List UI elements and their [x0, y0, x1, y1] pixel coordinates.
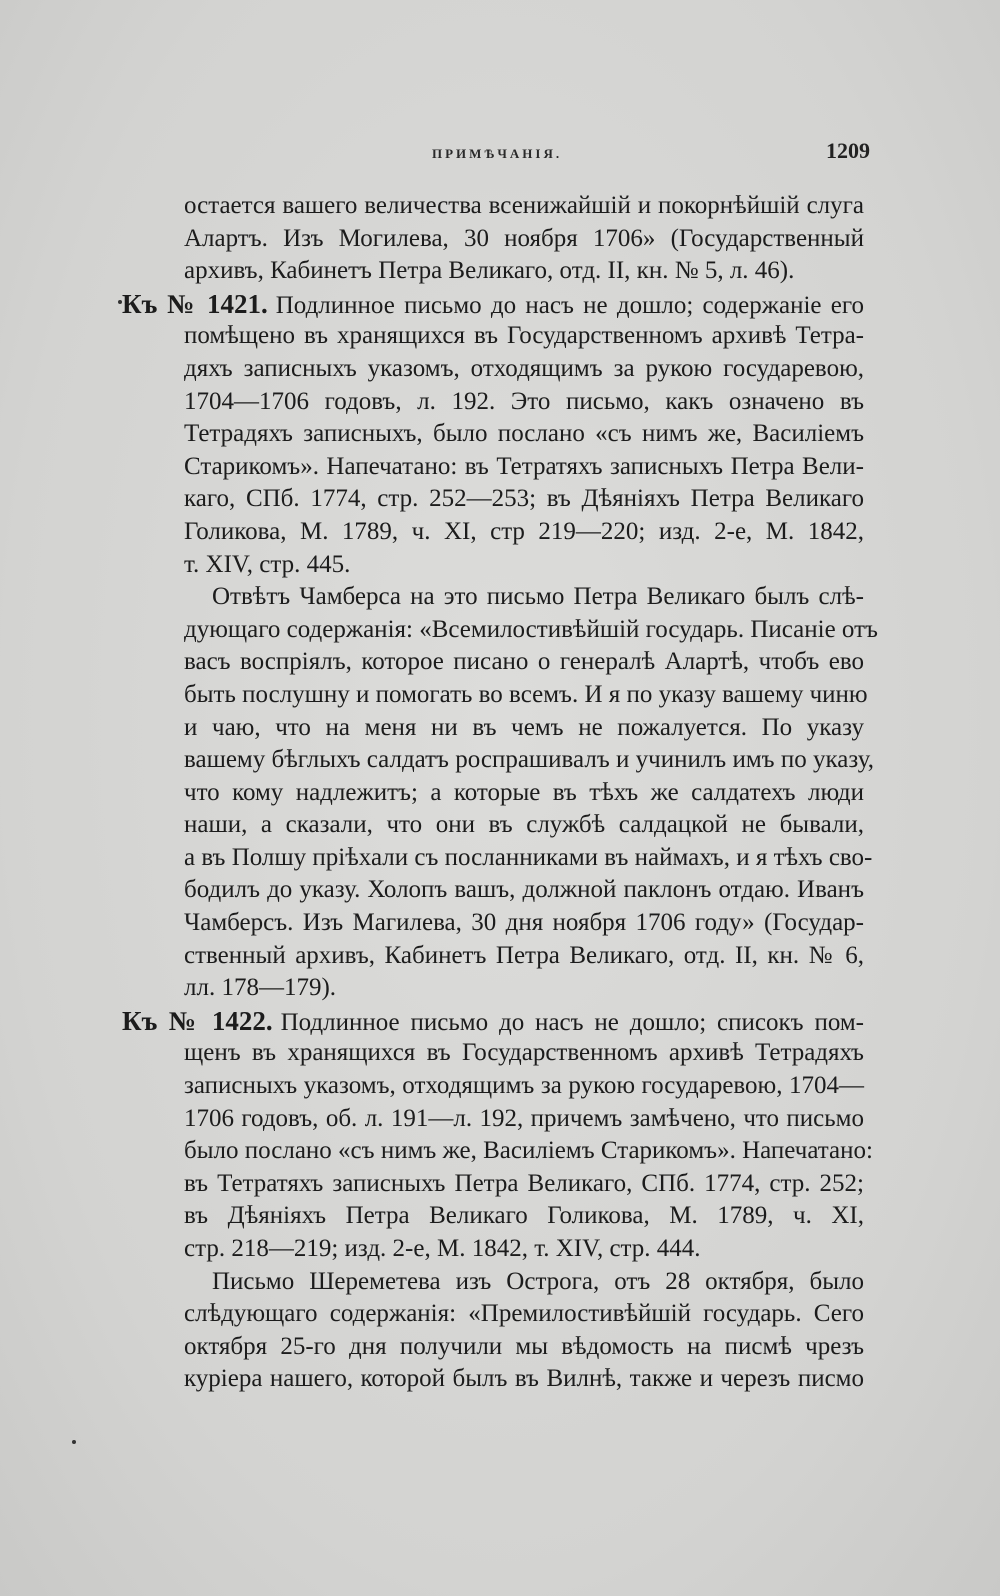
page-header-title: ПРИМѢЧАНІЯ. [432, 146, 563, 161]
text-line: щенъ въ хранящихся въ Государственномъ архивѣ Тетрадяхъ [184, 1039, 864, 1067]
entry-label-1421: Къ № 1421. [122, 288, 268, 319]
stray-ink-dot [118, 300, 122, 304]
text-line: записныхъ указомъ, отходящимъ за рукою государевою, 1704— [184, 1072, 864, 1100]
text-line: Чамберсъ. Изъ Магилева, 30 дня ноября 1706 году» (Государ- [184, 909, 864, 937]
entry-label-1422: Къ № 1422. [122, 1005, 273, 1036]
text-line: въ Тетратяхъ записныхъ Петра Великаго, СПб. 1774, стр. 252; [184, 1169, 864, 1197]
text-line: октября 25-го дня получили мы вѣдомость на писмѣ чрезъ [184, 1332, 864, 1360]
text-line: Голикова, М. 1789, ч. XI, стр 219—220; изд. 2-е, М. 1842, [184, 517, 864, 545]
text-line: слѣдующаго содержанія: «Премилостивѣйшій государь. Сего [184, 1300, 864, 1328]
text-line: каго, СПб. 1774, стр. 252—253; въ Дѣяніяхъ Петра Великаго [184, 485, 864, 513]
entry-1421-first-line [122, 288, 864, 321]
text-line: архивъ, Кабинетъ Петра Великаго, отд. II, кн. № 5, л. 46). [184, 257, 795, 285]
entry-1422-first-line [122, 1005, 864, 1038]
text-line: дующаго содержанія: «Всемилостивѣйшій государь. Писаніе отъ [184, 615, 878, 643]
text-line: наши, а сказали, что они въ службѣ салдацкой не бывали, [184, 811, 864, 839]
text-line: васъ воспріялъ, которое писано о генералѣ Алартѣ, чтобъ ево [184, 648, 864, 676]
text-line: 1706 годовъ, об. л. 191—л. 192, причемъ замѣчено, что письмо [184, 1104, 864, 1132]
text-line: стр. 218—219; изд. 2-е, М. 1842, т. XIV, стр. 444. [184, 1235, 701, 1262]
text-line: и чаю, что на меня ни въ чемъ не пожалуется. По указу [184, 713, 864, 741]
text-line: Тетрадяхъ записныхъ, было послано «съ нимъ же, Василіемъ [184, 420, 864, 448]
text-line: вашему бѣглыхъ салдатъ роспрашивалъ и учинилъ имъ по указу, [184, 746, 874, 774]
text-line: 1704—1706 годовъ, л. 192. Это письмо, какъ означено въ [184, 387, 864, 415]
text-line: было послано «съ нимъ же, Василіемъ Старикомъ». Напечатано: [184, 1137, 873, 1165]
text-line: Алартъ. Изъ Могилева, 30 ноября 1706» (Государственный [184, 224, 864, 252]
text-line: помѣщено въ хранящихся въ Государственномъ архивѣ Тетра- [184, 322, 864, 350]
text-line: Отвѣтъ Чамберса на это письмо Петра Великаго былъ слѣ- [212, 583, 864, 611]
text-line: Письмо Шереметева изъ Острога, отъ 28 октября, было [212, 1267, 864, 1295]
stray-ink-dot [72, 1440, 76, 1444]
text-line: быть послушну и помогать во всемъ. И я по указу вашему чиню [184, 680, 868, 708]
text-line: а въ Полшу пріѣхали съ посланниками въ наймахъ, и я тѣхъ сво- [184, 843, 873, 871]
text-line: лл. 178—179). [184, 974, 337, 1002]
text-line: ственный архивъ, Кабинетъ Петра Великаго, отд. II, кн. № 6, [184, 941, 864, 969]
text-line: Старикомъ». Напечатано: въ Тетратяхъ записныхъ Петра Вели- [184, 452, 864, 480]
text-line: дяхъ записныхъ указомъ, отходящимъ за рукою государевою, [184, 354, 864, 382]
text-line: куріера нашего, которой былъ въ Вилнѣ, также и черезъ писмо [184, 1365, 864, 1393]
body-text [122, 190, 878, 1396]
text-line: Подлинное письмо до насъ не дошло; списокъ пом- [280, 1008, 864, 1036]
text-line: бодилъ до указу. Холопъ вашъ, должной паклонъ отдаю. Иванъ [184, 876, 864, 904]
text-line: что кому надлежитъ; а которые въ тѣхъ же салдатехъ люди [184, 778, 864, 806]
text-line: т. XIV, стр. 445. [184, 550, 351, 578]
text-line: Подлинное письмо до насъ не дошло; содержаніе его [275, 291, 864, 319]
text-line: остается вашего величества всенижайшій и покорнѣйшій слуга [184, 192, 864, 219]
page-number: 1209 [826, 138, 870, 163]
text-line: въ Дѣяніяхъ Петра Великаго Голикова, М. 1789, ч. XI, [184, 1202, 864, 1230]
running-head [0, 138, 1000, 166]
